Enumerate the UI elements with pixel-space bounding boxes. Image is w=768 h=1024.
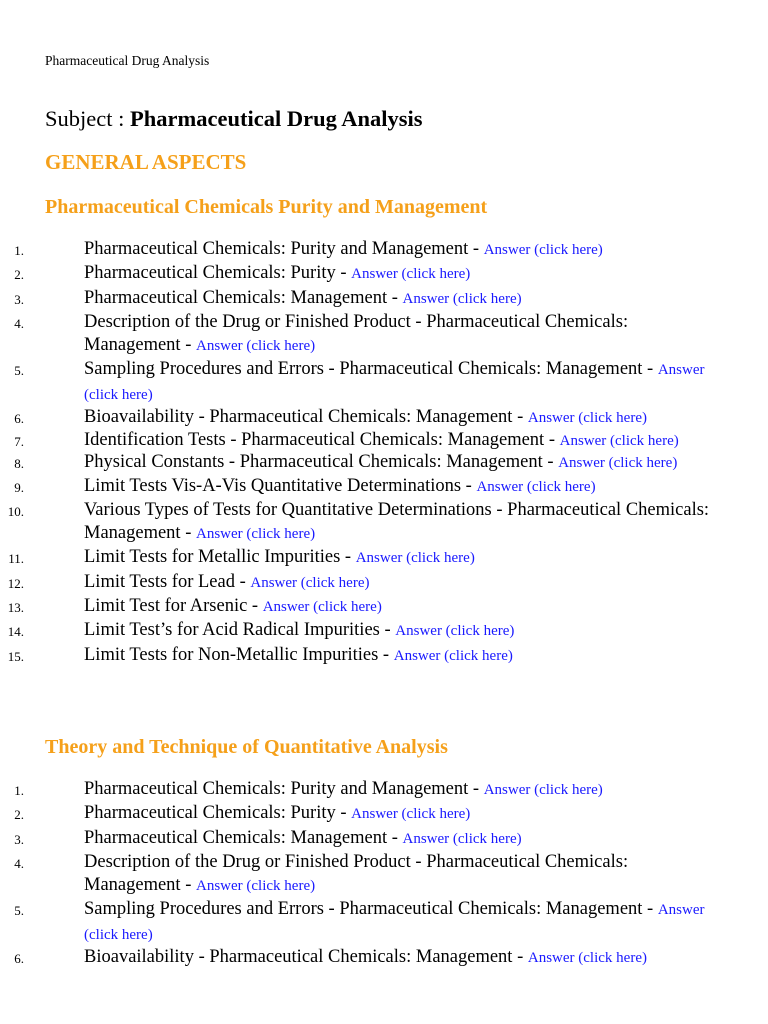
list-item (0, 311, 716, 359)
list-item (0, 898, 716, 947)
answer-link[interactable]: Answer (click here) (559, 432, 679, 449)
item-number: 10. (7, 503, 24, 519)
item-number: 11. (8, 551, 24, 567)
item-text: Pharmaceutical Chemicals: Purity - (84, 263, 352, 284)
answer-link[interactable]: Answer (click here) (351, 806, 471, 823)
list-item (0, 262, 716, 286)
item-text: Description of the Drug or Finished Product - Pharmaceutical Chemicals: Management - (84, 851, 629, 896)
item-text: Pharmaceutical Chemicals: Management - (84, 827, 403, 848)
section-heading-theory: Theory and Technique of Quantitative Analysis (45, 736, 448, 758)
list-item (0, 802, 716, 826)
answer-link[interactable]: Answer (click here) (196, 526, 316, 543)
list-item (0, 499, 716, 547)
item-text: Sampling Procedures and Errors - Pharmaceutical Chemicals: Management - (84, 359, 658, 380)
item-text: Limit Test for Arsenic - (84, 596, 263, 617)
item-text: Identification Tests - Pharmaceutical Chemicals: Management - (84, 429, 560, 450)
list-item (0, 238, 716, 262)
item-number: 14. (7, 624, 24, 640)
item-number: 3. (14, 831, 24, 847)
item-text: Various Types of Tests for Quantitative Determinations - Pharmaceutical Chemicals: Management - (84, 499, 710, 544)
list-item (0, 595, 716, 619)
item-number: 2. (14, 267, 24, 283)
list-item (0, 827, 716, 851)
item-text: Sampling Procedures and Errors - Pharmaceutical Chemicals: Management - (84, 899, 658, 920)
list-item (0, 619, 716, 643)
item-number: 3. (14, 291, 24, 307)
question-list-theory (0, 778, 768, 970)
item-text: Pharmaceutical Chemicals: Management - (84, 287, 403, 308)
section-heading-purity: Pharmaceutical Chemicals Purity and Management (45, 196, 488, 218)
list-item (0, 287, 716, 311)
item-text: Pharmaceutical Chemicals: Purity - (84, 803, 352, 824)
item-text: Pharmaceutical Chemicals: Purity and Management - (84, 779, 484, 799)
running-header: Pharmaceutical Drug Analysis (45, 53, 210, 68)
answer-link[interactable]: Answer (click here) (355, 550, 475, 567)
answer-link[interactable]: Answer (click here) (351, 266, 471, 283)
item-number: 6. (14, 951, 24, 967)
item-text: Bioavailability - Pharmaceutical Chemicals: Management - (84, 947, 528, 968)
list-item (0, 452, 716, 475)
item-text: Limit Test’s for Acid Radical Impurities - (84, 620, 396, 641)
item-number: 2. (14, 807, 24, 823)
list-item (0, 546, 716, 570)
answer-link[interactable]: Answer (click here) (262, 599, 382, 616)
answer-link[interactable]: Answer (click here) (84, 362, 705, 403)
answer-link[interactable]: Answer (click here) (476, 478, 596, 495)
item-number: 15. (7, 648, 24, 664)
list-item (0, 407, 716, 430)
answer-link[interactable]: Answer (click here) (395, 623, 515, 640)
item-number: 5. (14, 903, 24, 919)
answer-link[interactable]: Answer (click here) (527, 950, 647, 967)
item-number: 1. (14, 783, 24, 798)
item-text: Description of the Drug or Finished Product - Pharmaceutical Chemicals: Management - (84, 311, 629, 356)
item-number: 1. (14, 243, 24, 258)
list-item (0, 778, 716, 802)
answer-link[interactable]: Answer (click here) (527, 410, 647, 427)
list-item (0, 851, 716, 899)
item-number: 6. (14, 411, 24, 427)
list-item (0, 571, 716, 595)
list-item (0, 644, 716, 668)
item-number: 7. (14, 433, 24, 449)
answer-link[interactable]: Answer (click here) (558, 455, 678, 472)
answer-link[interactable]: Answer (click here) (393, 647, 513, 664)
answer-link[interactable]: Answer (click here) (483, 242, 603, 258)
item-text: Physical Constants - Pharmaceutical Chemicals: Management - (84, 452, 559, 473)
item-text: Bioavailability - Pharmaceutical Chemicals: Management - (84, 407, 528, 428)
list-item (0, 430, 716, 453)
answer-link[interactable]: Answer (click here) (402, 830, 522, 847)
subject-prefix: Subject : (45, 106, 130, 131)
item-text: Limit Tests for Non-Metallic Impurities - (84, 644, 394, 665)
question-list-purity (0, 238, 768, 668)
page-title (45, 106, 423, 132)
item-number: 13. (7, 600, 24, 616)
answer-link[interactable]: Answer (click here) (250, 574, 370, 591)
item-number: 8. (14, 456, 24, 472)
general-aspects-heading: GENERAL ASPECTS (45, 150, 247, 174)
item-number: 4. (14, 855, 24, 871)
list-item (0, 475, 716, 499)
answer-link[interactable]: Answer (click here) (196, 338, 316, 355)
item-number: 9. (14, 479, 24, 495)
answer-link[interactable]: Answer (click here) (196, 878, 316, 895)
item-text: Limit Tests for Lead - (84, 571, 251, 592)
item-number: 4. (14, 315, 24, 331)
item-text: Limit Tests Vis-A-Vis Quantitative Determinations - (84, 475, 477, 496)
answer-link[interactable]: Answer (click here) (84, 902, 705, 943)
item-text: Limit Tests for Metallic Impurities - (84, 547, 356, 568)
list-item (0, 947, 716, 970)
subject-name: Pharmaceutical Drug Analysis (130, 106, 423, 131)
item-number: 12. (7, 575, 24, 591)
list-item (0, 358, 716, 407)
answer-link[interactable]: Answer (click here) (483, 782, 603, 798)
answer-link[interactable]: Answer (click here) (402, 290, 522, 307)
item-text: Pharmaceutical Chemicals: Purity and Management - (84, 239, 484, 259)
item-number: 5. (14, 363, 24, 379)
